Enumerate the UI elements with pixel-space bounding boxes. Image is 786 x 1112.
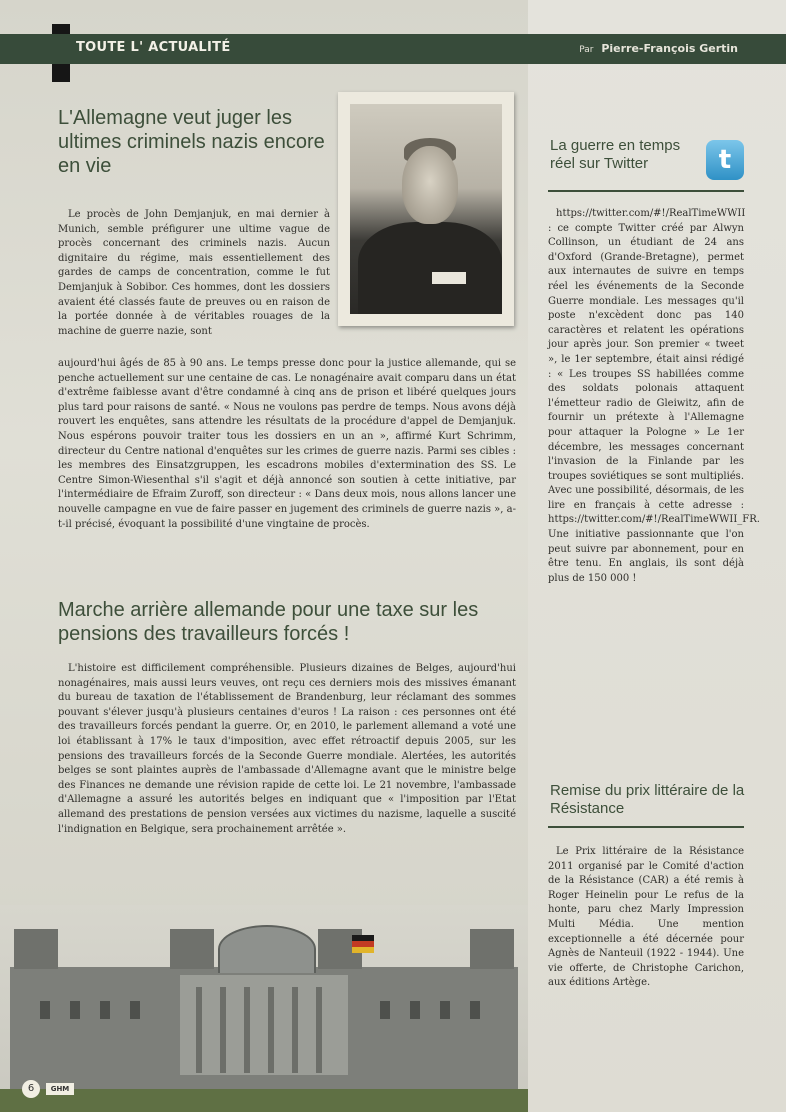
- author-prefix: Par: [579, 45, 594, 55]
- author-name: Pierre-François Gertin: [601, 42, 738, 55]
- article1-photo: [338, 92, 514, 326]
- section-title: TOUTE L' ACTUALITÉ: [76, 40, 231, 55]
- prize-box-title: Remise du prix littéraire de la Résistance: [550, 782, 745, 817]
- prize-box-body: [548, 845, 744, 991]
- author-line: [579, 42, 738, 55]
- twitter-icon: t: [706, 140, 744, 180]
- reichstag-photo: [0, 905, 528, 1112]
- german-flag-icon: [352, 935, 374, 953]
- article2-body: [58, 662, 516, 837]
- twitter-box-paragraph: https://twitter.com/#!/RealTimeWWII : ce compte Twitter créé par Alwyn Collinson, un étudiant de 24 ans d'Oxford (Grande-Bretagne), permet aux internautes de suivre en temps réel les événements de la Seconde Guerre mondiale. Les messages qu'il poste n'excèdent donc pas 140 caractères et relatent les opérations jour après jour. Son premier « tweet », le 1er septembre, était ainsi rédigé : « Les troupes SS habillées comme des soldats polonais attaquent l'émetteur radio de Gleiwitz, afin de fournir un prétexte à l'Allemagne pour attaquer la Pologne » Le 1er décembre, les messages concernant l'invasion de la Finlande par les troupes soviétiques se sont multipliés. Avec une possibilité, désormais, de les lire en français à cette adresse : https://twitter.com/#!/RealTimeWWII_FR. Une initiative passionnante que l'on peut suivre par abonnement, pour en être tenu. En anglais, ils sont déjà plus de 150 000 !: [548, 208, 760, 584]
- magazine-logo: GHM: [46, 1083, 74, 1095]
- article2-title: Marche arrière allemande pour une taxe sur les pensions des travailleurs forcés !: [58, 599, 479, 645]
- twitter-box-body: [548, 207, 760, 586]
- article1-body: aujourd'hui âgés de 85 à 90 ans. Le temps presse donc pour la justice allemande, qui se penche actuellement sur une centaine de cas. Le nonagénaire avait comparu dans un état d'extrême faiblesse avant d'être condamné à cinq ans de prison et libéré quelques jours plus tard pour raisons de santé. « Nous ne voulons pas perdre de temps. Nous avons déjà rouvert les enquêtes, sans attendre les résultats de la procédure d'appel de Demjanjuk. Nous espérons pouvoir traiter tous les dossiers en un an », affirmé Kurt Schrimm, directeur du Centre national d'enquêtes sur les crimes de guerre nazis. Parmi ses cibles : les membres des Einsatzgruppen, les escadrons mobiles d'extermination des SS. Le Centre Simon-Wiesenthal s'il s'agit et déjà annoncé son soutien à cette initiative, par l'intermédiaire de Efraim Zuroff, son directeur : « Dans deux mois, nous allons lancer une nouvelle campagne en vue de faire passer en jugement des criminels de guerre nazis », a-t-il précisé, évoquant la possibilité d'une vingtaine de procès.: [58, 358, 516, 530]
- article1-title: L'Allemagne veut juger les ultimes criminels nazis encore en vie: [58, 107, 325, 177]
- sidebar-divider: [548, 190, 744, 192]
- article1-lead: Le procès de John Demjanjuk, en mai dernier à Munich, semble préfigurer une ultime vague de procès concernant des criminels nazis. Aucun dignitaire du régime, mais essentiellement des gardes de camps de concentration, comme le fut Demjanjuk à Sobibor. Ces hommes, dont les dossiers avaient été classés faute de preuves ou en raison de la portée donnée à de véritables rouages de la machine de guerre nazie, sont: [58, 209, 330, 337]
- page-number: 6: [22, 1080, 40, 1098]
- twitter-box-title: La guerre en temps réel sur Twitter: [550, 137, 681, 172]
- article2-paragraph: L'histoire est difficilement compréhensible. Plusieurs dizaines de Belges, aujourd'hui nonagénaires, mais aussi leurs veuves, ont reçu ces derniers mois des missives émanant du bureau de taxation de l'établissement de Brandenburg, leur réclamant des sommes pouvant s'élever jusqu'à plusieurs centaines d'euros ! La raison : ces personnes ont été des travailleurs forcés pendant la guerre. Or, en 2010, le parlement allemand a voté une loi établissant à 17% le taux d'imposition, avec effet rétroactif depuis 2005, sur les pensions des travailleurs forcés de la Seconde Guerre mondiale. Alertées, les autorités belges se sont plaintes auprès de l'ambassade d'Allemagne avant que le ministre belge des Finances ne demande une révision rapide de cette loi. Le 21 novembre, l'ambassade d'Allemagne a assuré les autorités belges en indiquant que « l'imposition par l'Etat allemand des prestations de pension versées aux victimes du nazisme, laquelle a suscité l'indignation en Belgique, sera prochainement arrêtée ».: [58, 663, 516, 835]
- sidebar-divider: [548, 826, 744, 828]
- prize-box-paragraph: Le Prix littéraire de la Résistance 2011 organisé par le Comité d'action de la Résistance (CAR) a été remis à Roger Heinelin pour Le refus de la honte, paru chez Marly Impression Multi Média. Une mention exceptionnelle a été décernée pour Agnès de Nanteuil (1922 - 1944). Une vie offerte, de Christophe Carichon, aux éditions Artège.: [548, 846, 744, 989]
